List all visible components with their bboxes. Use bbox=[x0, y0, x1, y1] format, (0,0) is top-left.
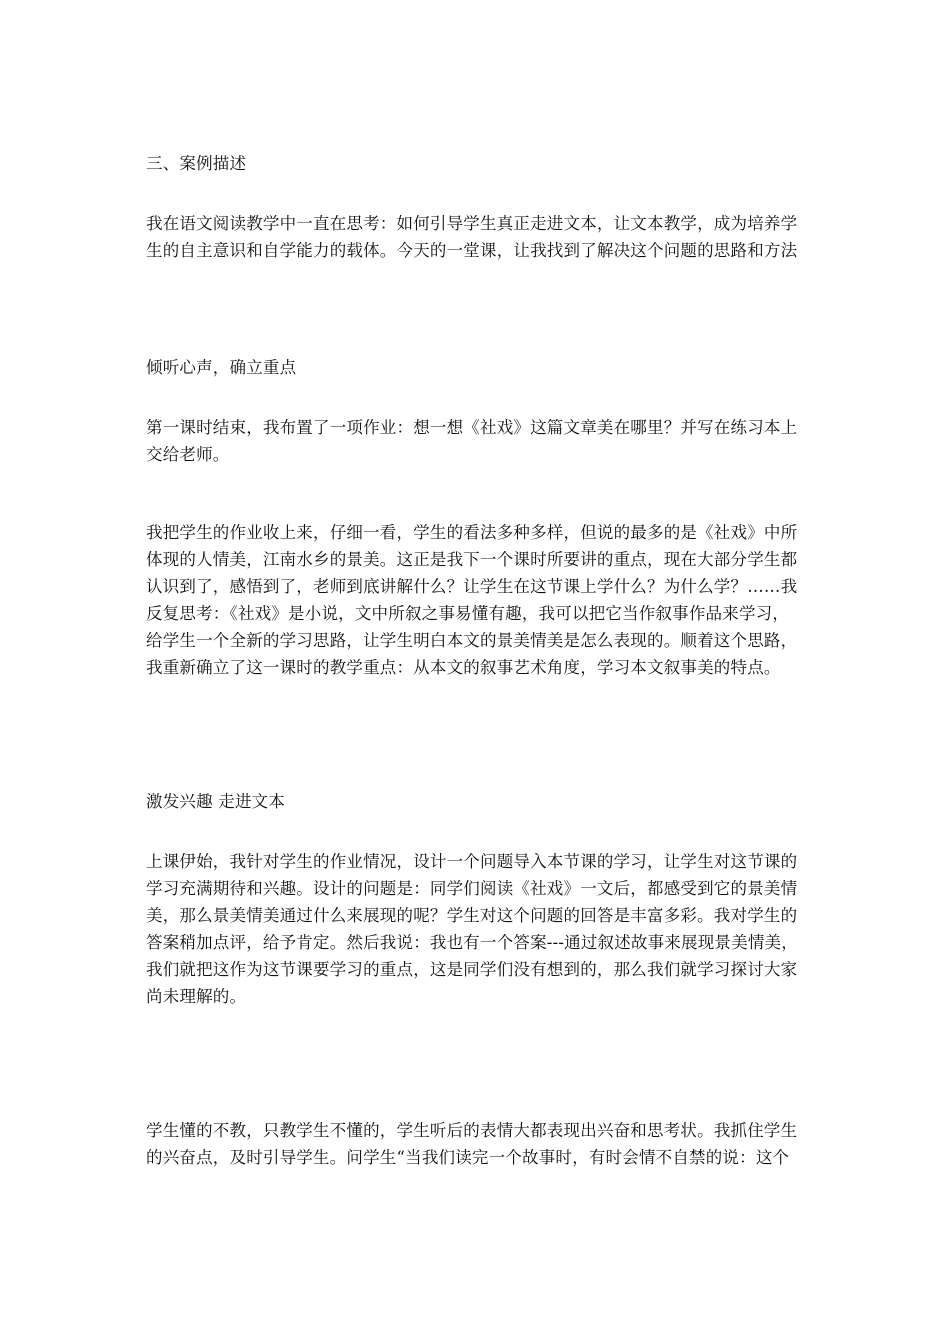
intro-paragraph bbox=[146, 210, 810, 264]
paragraph-line: 我在语文阅读教学中一直在思考：如何引导学生真正走进文本，让文本教学，成为培养学 bbox=[146, 214, 798, 233]
paragraph-teaching bbox=[146, 1117, 810, 1171]
paragraph-homework bbox=[146, 414, 810, 468]
section-heading bbox=[146, 150, 810, 177]
paragraph-line: 美，那么景美情美通过什么来展现的呢？学生对这个问题的回答是丰富多彩。我对学生的 bbox=[146, 906, 798, 925]
subheading-text: 激发兴趣 走进文本 bbox=[146, 792, 286, 811]
paragraph-line: 我们就把这作为这节课要学习的重点，这是同学们没有想到的，那么我们就学习探讨大家 bbox=[146, 960, 798, 979]
paragraph-line: 给学生一个全新的学习思路，让学生明白本文的景美情美是怎么表现的。顺着这个思路， bbox=[146, 631, 798, 650]
paragraph-reflection bbox=[146, 519, 810, 681]
paragraph-line: 交给老师。 bbox=[146, 445, 230, 464]
paragraph-line: 生的自主意识和自学能力的载体。今天的一堂课，让我找到了解决这个问题的思路和方法 bbox=[146, 241, 798, 260]
subheading-text: 倾听心声，确立重点 bbox=[146, 358, 297, 377]
paragraph-line: 学生懂的不教，只教学生不懂的，学生听后的表情大都表现出兴奋和思考状。我抓住学生 bbox=[146, 1121, 798, 1140]
paragraph-line: 认识到了，感悟到了，老师到底讲解什么？让学生在这节课上学什么？为什么学？……我 bbox=[146, 577, 798, 596]
paragraph-line: 我重新确立了这一课时的教学重点：从本文的叙事艺术角度，学习本文叙事美的特点。 bbox=[146, 658, 781, 677]
paragraph-line: 尚未理解的。 bbox=[146, 987, 247, 1006]
paragraph-line: 体现的人情美，江南水乡的景美。这正是我下一个课时所要讲的重点，现在大部分学生都 bbox=[146, 550, 798, 569]
paragraph-line: 学习充满期待和兴趣。设计的问题是：同学们阅读《社戏》一文后，都感受到它的景美情 bbox=[146, 879, 798, 898]
subheading-listen bbox=[146, 354, 810, 381]
paragraph-line: 反复思考：《社戏》是小说，文中所叙之事易懂有趣，我可以把它当作叙事作品来学习， bbox=[146, 604, 790, 623]
paragraph-class-start bbox=[146, 848, 810, 1010]
paragraph-line: 的兴奋点，及时引导学生。问学生“当我们读完一个故事时，有时会情不自禁的说：这个 bbox=[146, 1148, 790, 1167]
section-heading-text: 三、案例描述 bbox=[146, 154, 247, 173]
paragraph-line: 上课伊始，我针对学生的作业情况，设计一个问题导入本节课的学习，让学生对这节课的 bbox=[146, 852, 798, 871]
paragraph-line: 第一课时结束，我布置了一项作业：想一想《社戏》这篇文章美在哪里？并写在练习本上 bbox=[146, 418, 798, 437]
paragraph-line: 我把学生的作业收上来，仔细一看，学生的看法多种多样，但说的最多的是《社戏》中所 bbox=[146, 523, 798, 542]
subheading-interest bbox=[146, 788, 810, 815]
paragraph-line: 答案稍加点评，给予肯定。然后我说：我也有一个答案---通过叙述故事来展现景美情美， bbox=[146, 933, 798, 952]
